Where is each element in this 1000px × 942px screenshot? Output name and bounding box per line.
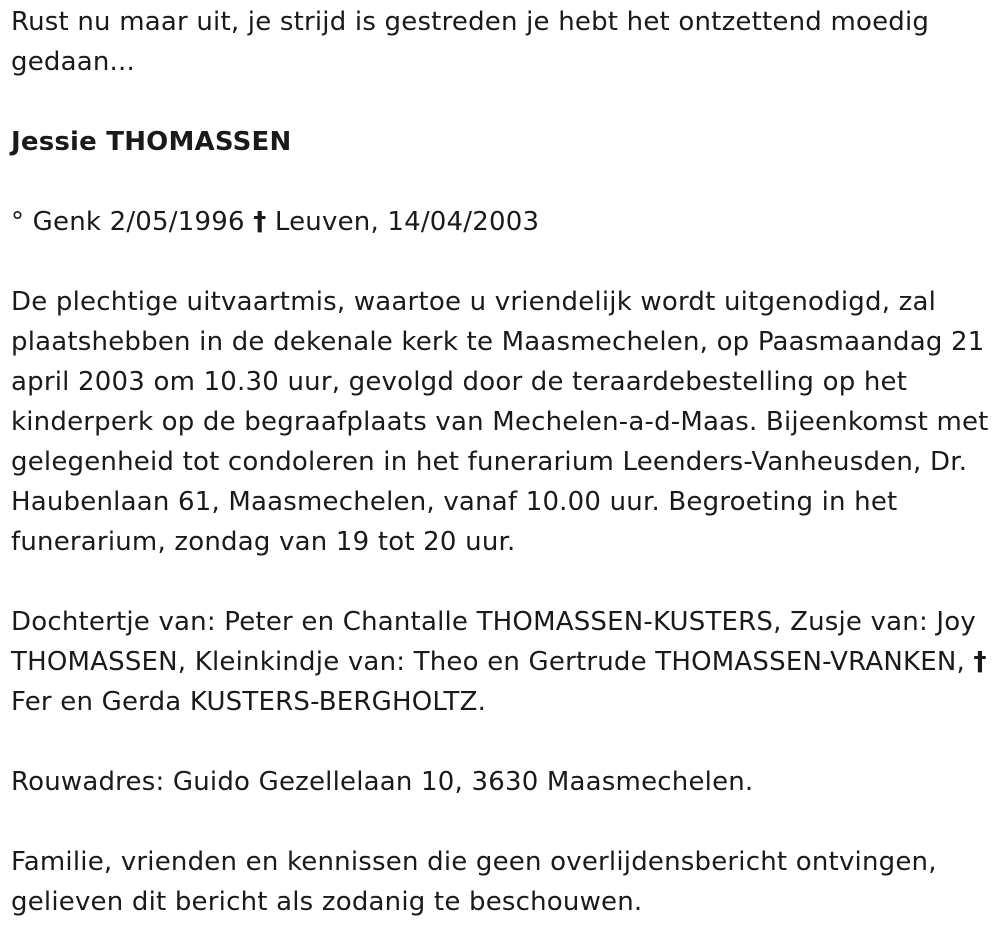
deceased-name: Jessie THOMASSEN xyxy=(11,127,292,157)
family-text-part2: Fer en Gerda KUSTERS-BERGHOLTZ. xyxy=(11,687,487,717)
family-details xyxy=(11,602,996,722)
birth-date: ° Genk 2/05/1996 xyxy=(11,207,245,237)
mourning-address: Rouwadres: Guido Gezellelaan 10, 3630 Maasmechelen. xyxy=(11,767,754,797)
intro-text: Rust nu maar uit, je strijd is gestreden je hebt het ontzettend moedig gedaan... xyxy=(11,7,938,77)
death-date: Leuven, 14/04/2003 xyxy=(274,207,540,237)
cross-icon: † xyxy=(973,647,987,677)
cross-icon: † xyxy=(253,207,267,237)
life-dates xyxy=(11,202,996,242)
obituary-notice xyxy=(11,2,996,922)
closing-text: Familie, vrienden en kennissen die geen overlijdensbericht ontvingen, gelieven dit bericht als zodanig te beschouwen. xyxy=(11,847,946,917)
family-text-part1: Dochtertje van: Peter en Chantalle THOMASSEN-KUSTERS, Zusje van: Joy THOMASSEN, Kleinkindje van: Theo en Gertrude THOMASSEN-VRANKEN, xyxy=(11,607,985,677)
service-details: De plechtige uitvaartmis, waartoe u vriendelijk wordt uitgenodigd, zal plaatshebben in de dekenale kerk te Maasmechelen, op Paasmaandag 21 april 2003 om 10.30 uur, gevolgd door de teraardebestelling op het kinderperk op de begraafplaats van Mechelen-a-d-Maas. Bijeenkomst met gelegenheid tot condoleren in het funerarium Leenders-Vanheusden, Dr. Haubenlaan 61, Maasmechelen, vanaf 10.00 uur. Begroeting in het funerarium, zondag van 19 tot 20 uur. xyxy=(11,287,998,557)
